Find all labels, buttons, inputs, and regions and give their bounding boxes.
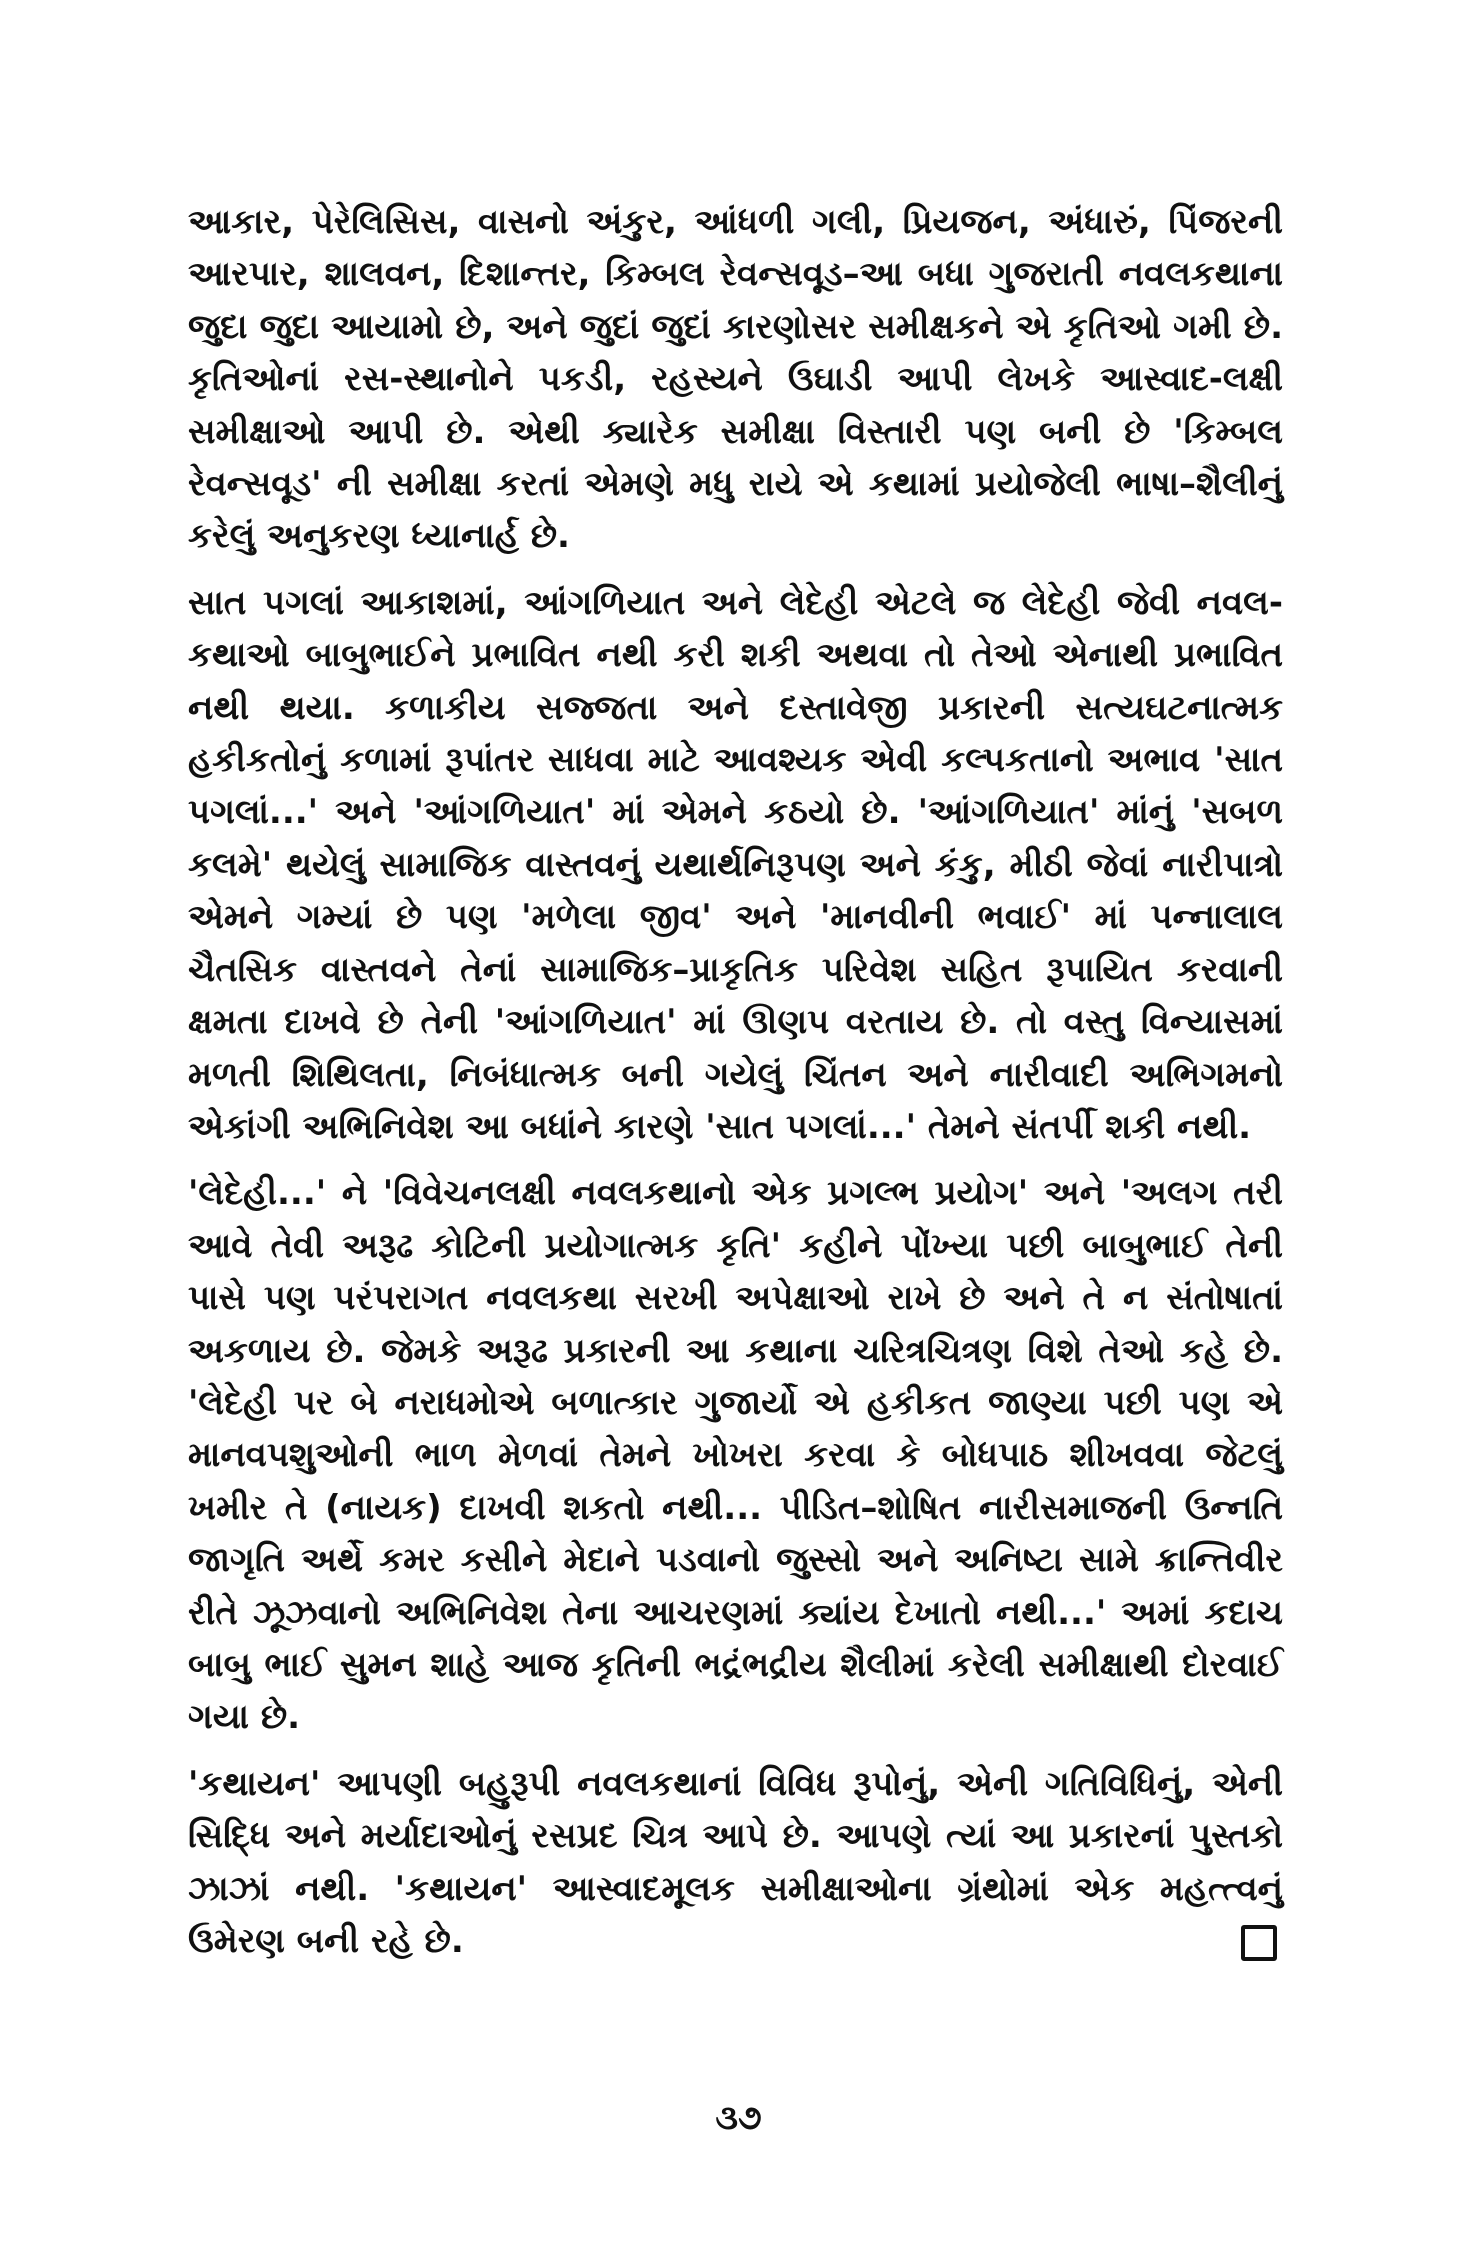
paragraph-2: સાત પગલાં આકાશમાં, આંગળિયાત અને લેદેહી એટલે જ લેદેહી જેવી નવલ-કથાઓ બાબુભાઈને પ્રભાવિત નથી કરી શકી અથવા તો તેઓ એનાથી પ્રભાવિત નથી થયા. કળાકીય સજ્જતા અને દસ્તાવેજી પ્રકારની સત્યઘટનાત્મક હકીકતોનું કળામાં રૂપાંતર સાધવા માટે આવશ્યક એવી કલ્પકતાનો અભાવ 'સાત પગલાં...' અને 'આંગળિયાત' માં એમને કઠયો છે. 'આંગળિયાત' માંનું 'સબળ કલમે' થયેલું સામાજિક વાસ્તવનું યથાર્થનિરૂપણ અને કંકુ, મીઠી જેવાં નારીપાત્રો એમને ગમ્યાં છે પણ 'મળેલા જીવ' અને 'માનવીની ભવાઈ' માં પન્નાલાલ ચૈતસિક વાસ્તવને તેનાં સામાજિક–પ્રાકૃતિક પરિવેશ સહિત રૂપાયિત કરવાની ક્ષમતા દાખવે છે તેની 'આંગળિયાત' માં ઊણપ વરતાય છે. તો વસ્તુ વિન્યાસમાં મળતી શિથિલતા, નિબંધાત્મક બની ગયેલું ચિંતન અને નારીવાદી અભિગમનો એકાંગી અભિનિવેશ આ બધાંને કારણે 'સાત પગલાં...' તેમને સંતર્પી શકી નથી. xyxy=(188,582,1283,1147)
paragraph-3: 'લેદેહી...' ને 'વિવેચનલક્ષી નવલકથાનો એક પ્રગલ્ભ પ્રયોગ' અને 'અલગ તરી આવે તેવી અરૂઢ કોટિની પ્રયોગાત્મક કૃતિ' કહીને પોંખ્યા પછી બાબુભાઈ તેની પાસે પણ પરંપરાગત નવલકથા સરખી અપેક્ષાઓ રાખે છે અને તે ન સંતોષાતાં અકળાય છે. જેમકે અરૂઢ પ્રકારની આ કથાના ચરિત્રચિત્રણ વિશે તેઓ કહે છે. 'લેદેહી પર બે નરાધમોએ બળાત્કાર ગુજાર્યો એ હકીકત જાણ્યા પછી પણ એ માનવપશુઓની ભાળ મેળવાં તેમને ખોખરા કરવા કે બોધપાઠ શીખવવા જેટલું ખમીર તે (નાયક) દાખવી શકતો નથી... પીડિત–શોષિત નારીસમાજની ઉન્નતિ જાગૃતિ અર્થે કમર કસીને મેદાને પડવાનો જુસ્સો અને અનિષ્ટા સામે ક્રાન્તિવીર રીતે ઝૂઝવાનો અભિનિવેશ તેના આચરણમાં ક્યાંય દેખાતો નથી...' અમાં કદાચ બાબુ ભાઈ સુમન શાહે આજ કૃતિની ભદ્રંભદ્રીય શૈલીમાં કરેલી સમીક્ષાથી દોરવાઈ ગયા છે. xyxy=(188,1173,1283,1738)
paragraph-1: આકાર, પેરેલિસિસ, વાસનો અંકુર, આંધળી ગલી, પ્રિયજન, અંધારું, પિંજરની આરપાર, શાલવન, દિશાન્તર, કિમ્બલ રેવન્સવૂડ–આ બધા ગુજરાતી નવલકથાના જુદા જુદા આયામો છે, અને જુદાં જુદાં કારણોસર સમીક્ષકને એ કૃતિઓ ગમી છે. કૃતિઓનાં રસ-સ્થાનોને પકડી, રહસ્યને ઉઘાડી આપી લેખકે આસ્વાદ-લક્ષી સમીક્ષાઓ આપી છે. એથી ક્યારેક સમીક્ષા વિસ્તારી પણ બની છે 'કિમ્બલ રેવન્સવૂડ' ની સમીક્ષા કરતાં એમણે મધુ રાયે એ કથામાં પ્રયોજેલી ભાષા–શૈલીનું કરેલું અનુકરણ ધ્યાનાર્હ છે. xyxy=(188,202,1283,557)
paragraph-4 xyxy=(188,1758,1283,1968)
end-of-article-box-icon xyxy=(1241,1925,1277,1961)
page-number: ૩૭ xyxy=(715,2098,762,2138)
paragraph-4-text: 'કથાયન' આપણી બહુરૂપી નવલકથાનાં વિવિધ રૂપોનું, એની ગતિવિધિનું, એની સિદ્ધિ અને મર્યાદાઓનું રસપ્રદ ચિત્ર આપે છે. આપણે ત્યાં આ પ્રકારનાં પુસ્તકો ઝાઝાં નથી. 'કથાયન' આસ્વાદમૂલક સમીક્ષાઓના ગ્રંથોમાં એક મહત્ત્વનું ઉમેરણ બની રહે છે. xyxy=(188,1763,1283,1961)
body-text xyxy=(188,196,1283,1981)
